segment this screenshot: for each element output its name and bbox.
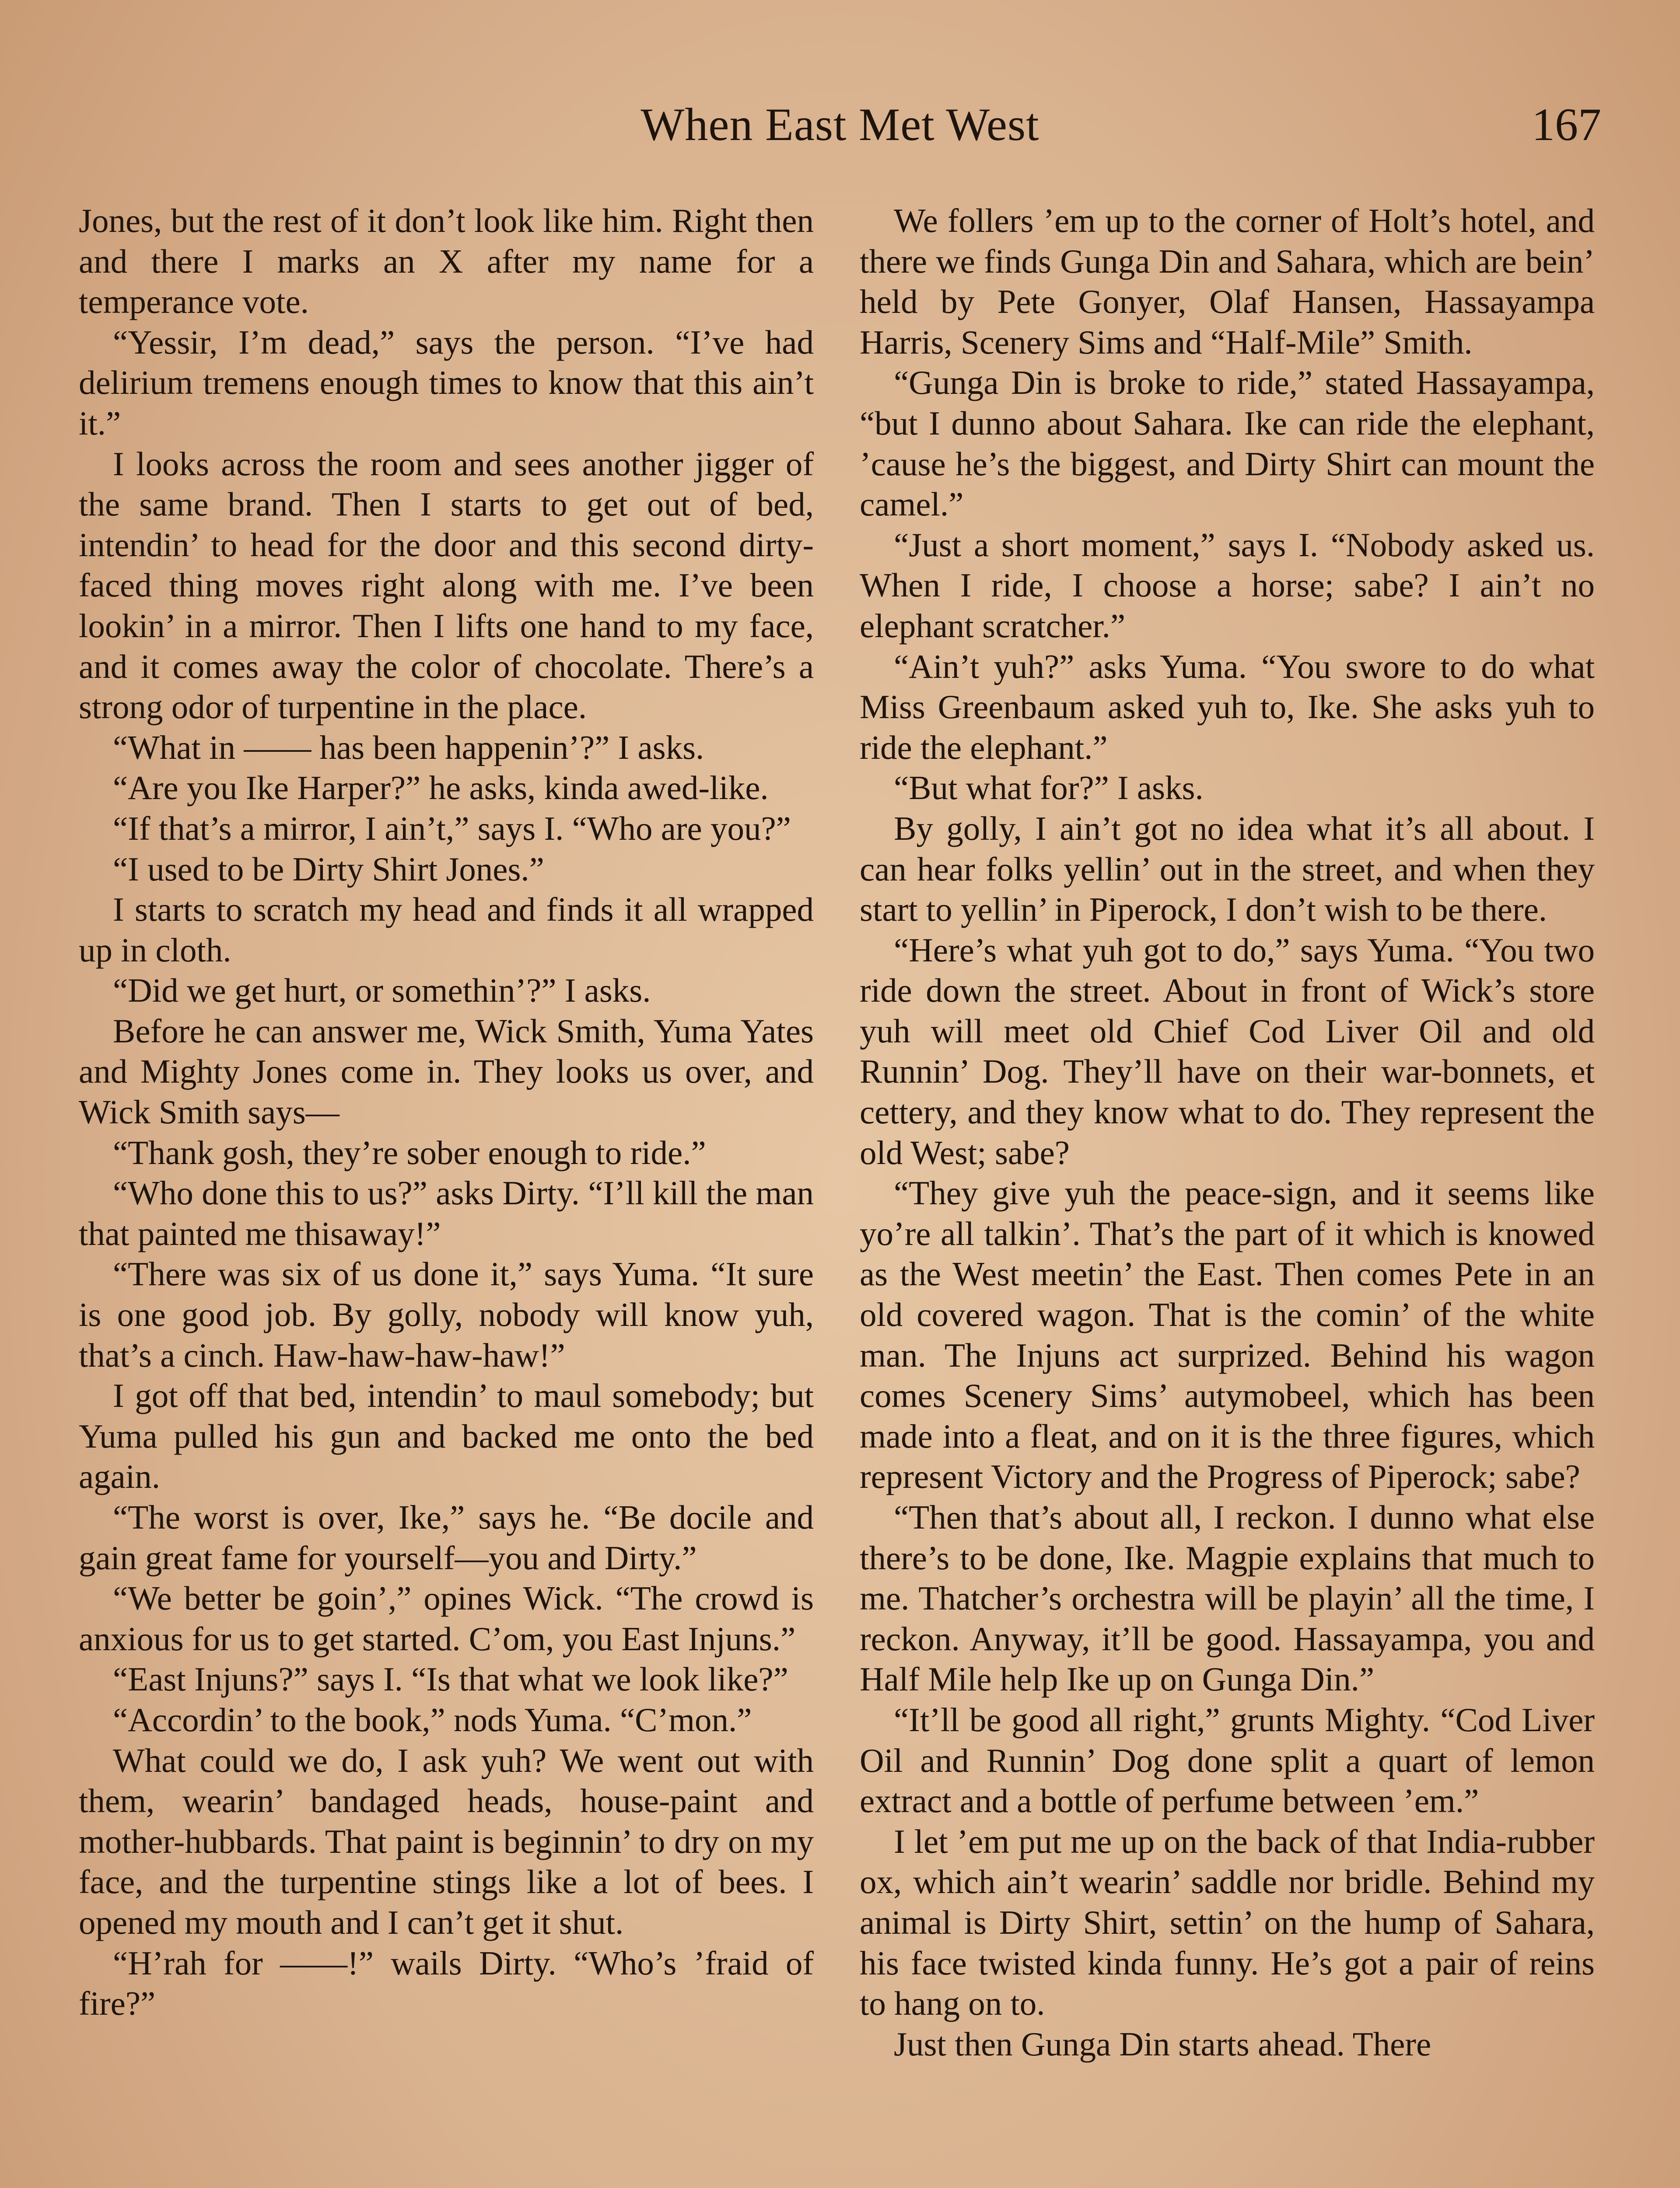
running-title: When East Met West [640,99,1040,150]
paragraph: “There was six of us done it,” says Yuma. “It sure is one good job. By golly, nobody will know yuh, that’s a cinch. Haw-haw-haw-haw!” [79,1255,814,1374]
paragraph: “Just a short moment,” says I. “Nobody asked us. When I ride, I choose a horse; sabe? I ain’t no elephant scratcher.” [860,526,1595,645]
paragraph: By golly, I ain’t got no idea what it’s all about. I can hear folks yellin’ out in the street, and when they start to yellin’ in Piperock, I don’t wish to be there. [860,809,1595,929]
paragraph: “Who done this to us?” asks Dirty. “I’ll kill the man that painted me thisaway!” [79,1174,814,1252]
paragraph: “Then that’s about all, I reckon. I dunno what else there’s to be done, Ike. Magpie explains that much to me. Thatcher’s orchestra will be playin’ all the time, I reckon. Anyway, it’ll be good. Hassayampa, you and Half Mile help Ike up on Gunga Din.” [860,1498,1595,1698]
paragraph: I let ’em put me up on the back of that India-rubber ox, which ain’t wearin’ saddle nor bridle. Behind my animal is Dirty Shirt, settin’ on the hump of Sahara, his face twisted kinda funny. He’s got a pair of reins to hang on to. [860,1822,1595,2023]
paragraph: “East Injuns?” says I. “Is that what we look like?” [113,1660,788,1698]
paragraph: “H’rah for ——!” wails Dirty. “Who’s ’fraid of fire?” [79,1944,814,2023]
paragraph: “Did we get hurt, or somethin’?” I asks. [113,971,651,1010]
paragraph: “But what for?” I asks. [894,769,1204,807]
paragraph: “Here’s what yuh got to do,” says Yuma. “You two ride down the street. About in front of Wick’s store yuh will meet old Chief Cod Liver Oil and old Runnin’ Dog. They’ll have on their war-bonnets, et cettery, and they know what to do. They represent the old West; sabe? [860,931,1595,1171]
paragraph: I starts to scratch my head and finds it all wrapped up in cloth. [79,891,814,969]
paragraph: “Ain’t yuh?” asks Yuma. “You swore to do what Miss Greenbaum asked yuh to, Ike. She asks yuh to ride the elephant.” [860,647,1595,766]
paragraph: “We better be goin’,” opines Wick. “The crowd is anxious for us to get started. C’om, you East Injuns.” [79,1579,814,1658]
paragraph: Before he can answer me, Wick Smith, Yuma Yates and Mighty Jones come in. They looks us over, and Wick Smith says— [79,1012,814,1131]
paragraph: “Are you Ike Harper?” he asks, kinda awed-like. [113,769,769,807]
paragraph: I looks across the room and sees another jigger of the same brand. Then I starts to get out of bed, intendin’ to head for the door and this second dirty-faced thing moves right along with me. I’ve been lookin’ in a mirror. Then I lifts one hand to my face, and it comes away the color of chocolate. There’s a strong odor of turpentine in the place. [79,445,814,726]
paragraph: I got off that bed, intendin’ to maul somebody; but Yuma pulled his gun and backed me onto the bed again. [79,1377,814,1496]
paragraph: “Gunga Din is broke to ride,” stated Hassayampa, “but I dunno about Sahara. Ike can ride the elephant, ’cause he’s the biggest, and Dirty Shirt can mount the camel.” [860,364,1595,523]
paragraph: “If that’s a mirror, I ain’t,” says I. “Who are you?” [113,809,791,847]
paragraph: “The worst is over, Ike,” says he. “Be docile and gain great fame for yourself—you and Dirty.” [79,1498,814,1577]
page-header [79,92,1601,158]
paragraph: Jones, but the rest of it don’t look like him. Right then and there I marks an X after my name for a temperance vote. [79,202,814,321]
text-column-right [860,200,1595,2064]
paragraph: Just then Gunga Din starts ahead. There [894,2025,1432,2063]
paragraph: “Thank gosh, they’re sober enough to ride.” [113,1133,706,1171]
paragraph: “Yessir, I’m dead,” says the person. “I’ve had delirium tremens enough times to know that this ain’t it.” [79,323,814,442]
paragraph: “What in —— has been happenin’?” I asks. [113,728,704,766]
paragraph: “Accordin’ to the book,” nods Yuma. “C’mon.” [113,1701,752,1739]
paragraph: “I used to be Dirty Shirt Jones.” [113,850,544,888]
text-column-left [79,200,814,2024]
paragraph: What could we do, I ask yuh? We went out with them, wearin’ bandaged heads, house-paint and mother-hubbards. That paint is beginnin’ to dry on my face, and the turpentine stings like a lot of bees. I opened my mouth and I can’t get it shut. [79,1741,814,1941]
paragraph: “They give yuh the peace-sign, and it seems like yo’re all talkin’. That’s the part of it which is knowed as the West meetin’ the East. Then comes Pete in an old covered wagon. That is the comin’ of the white man. The Injuns act surprized. Behind his wagon comes Scenery Sims’ autymobeel, which has been made into a fleat, and on it is the three figures, which represent Victory and the Progress of Piperock; sabe? [860,1174,1595,1496]
page-number: 167 [1532,99,1601,150]
paragraph: We follers ’em up to the corner of Holt’s hotel, and there we finds Gunga Din and Sahara, which are bein’ held by Pete Gonyer, Olaf Hansen, Hassayampa Harris, Scenery Sims and “Half-Mile” Smith. [860,202,1595,361]
paragraph: “It’ll be good all right,” grunts Mighty. “Cod Liver Oil and Runnin’ Dog done split a quart of lemon extract and a bottle of perfume between ’em.” [860,1701,1595,1820]
